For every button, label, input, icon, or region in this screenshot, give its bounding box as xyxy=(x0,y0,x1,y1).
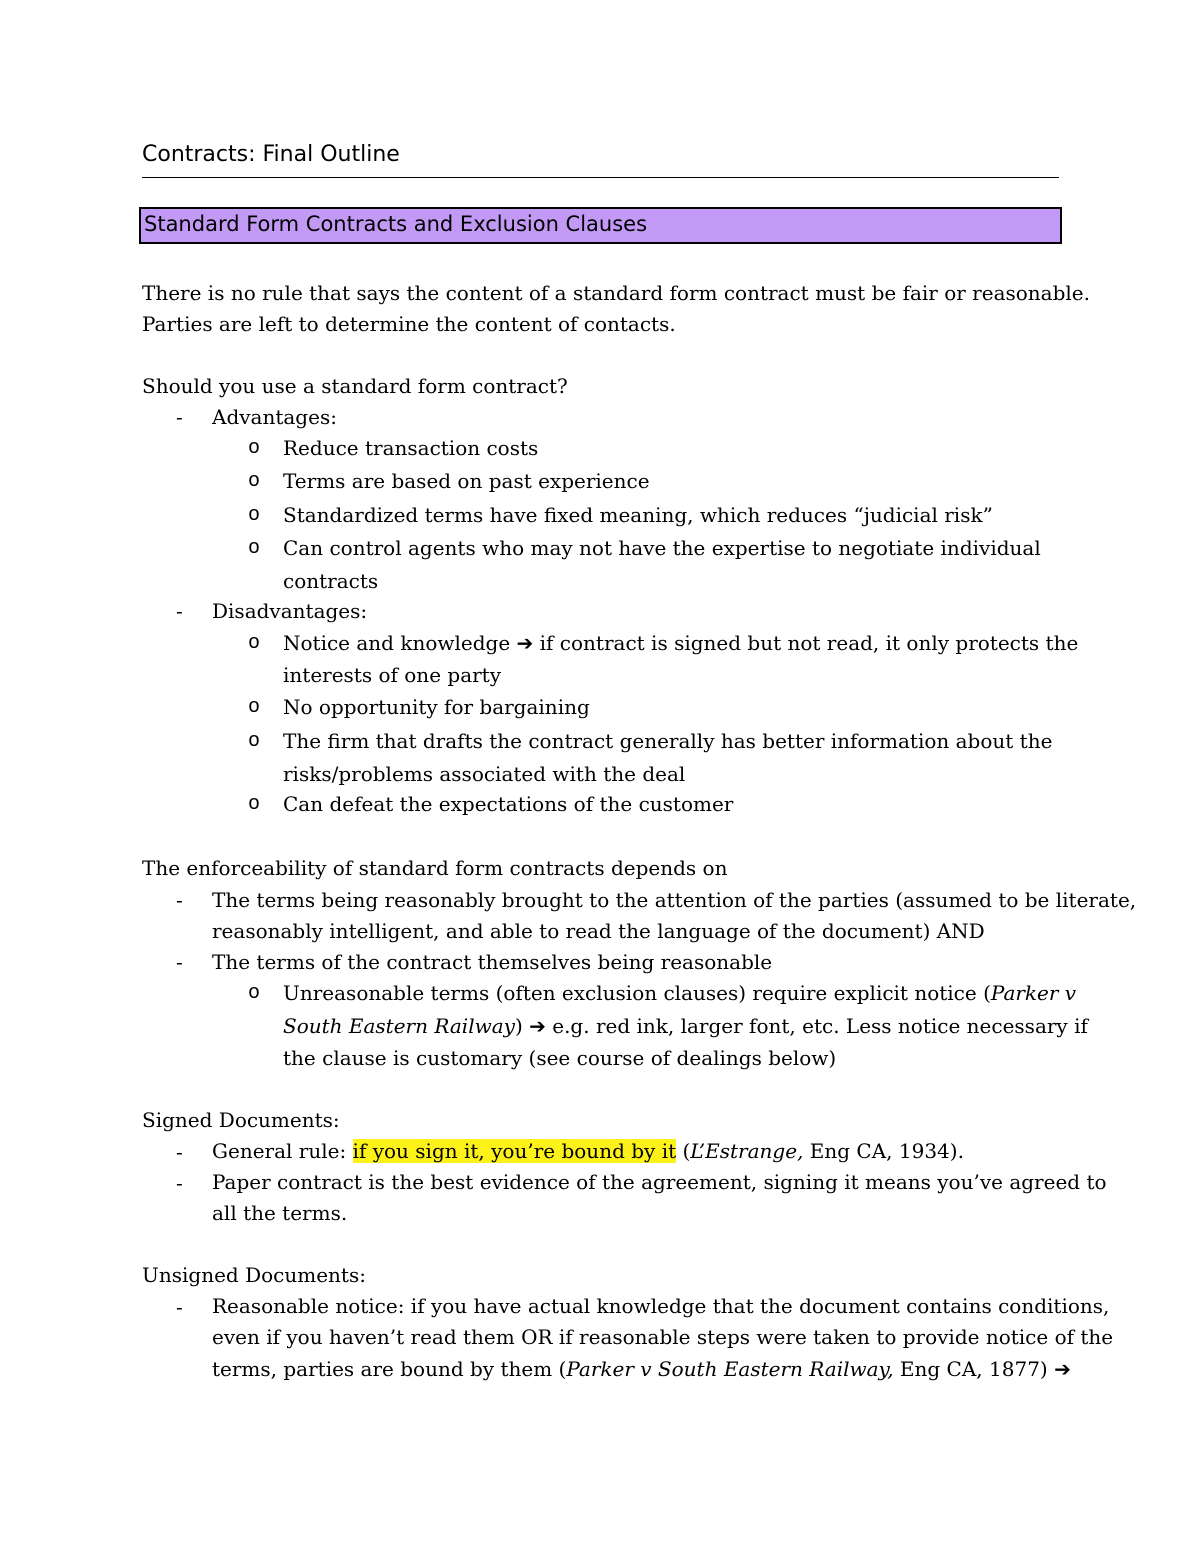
signed-item-cont: all the terms. xyxy=(212,1201,348,1225)
section-heading: Standard Form Contracts and Exclusion Clauses xyxy=(144,212,648,236)
disadvantage-item: No opportunity for bargaining xyxy=(283,695,590,719)
advantage-item: Can control agents who may not have the expertise to negotiate individual xyxy=(283,536,1041,560)
circle-bullet: o xyxy=(248,437,261,460)
disadvantages-label: Disadvantages: xyxy=(212,599,368,623)
signed-text: ( xyxy=(676,1139,691,1163)
unsigned-text: Eng CA, 1877) xyxy=(893,1357,1055,1381)
dash-bullet: - xyxy=(176,1171,183,1195)
enforceability-subitem-cont: the clause is customary (see course of dealings below) xyxy=(283,1046,837,1070)
disadvantage-text: Notice and knowledge xyxy=(283,631,517,655)
circle-bullet: o xyxy=(248,982,261,1005)
advantage-item-cont: contracts xyxy=(283,569,379,593)
signed-item xyxy=(212,1141,964,1161)
signed-heading: Signed Documents: xyxy=(142,1108,340,1132)
dash-bullet: - xyxy=(176,1295,183,1319)
title-underline xyxy=(142,177,1059,178)
right-arrow-icon: ➔ xyxy=(529,1014,546,1038)
signed-item: Paper contract is the best evidence of the agreement, signing it means you’ve agreed to xyxy=(212,1170,1107,1194)
advantage-item: Standardized terms have fixed meaning, which reduces “judicial risk” xyxy=(283,503,993,527)
dash-bullet: - xyxy=(176,1140,183,1164)
dash-bullet: - xyxy=(176,888,183,912)
circle-bullet: o xyxy=(248,537,261,560)
dash-bullet: - xyxy=(176,405,183,429)
signed-text: Eng CA, 1934). xyxy=(803,1139,964,1163)
case-name: Parker v xyxy=(990,981,1077,1005)
case-name: South Eastern Railway xyxy=(283,1014,515,1038)
highlighted-text: if you sign it, you’re bound by it xyxy=(352,1139,677,1163)
advantages-label: Advantages: xyxy=(212,405,337,429)
enforceability-item-cont: reasonably intelligent, and able to read the language of the document) AND xyxy=(212,919,985,943)
enforceability-item: The terms being reasonably brought to the attention of the parties (assumed to be literate, xyxy=(212,888,1137,912)
disadvantage-item-cont: risks/problems associated with the deal xyxy=(283,762,686,786)
circle-bullet: o xyxy=(248,696,261,719)
subitem-text: e.g. red ink, larger font, etc. Less notice necessary if xyxy=(545,1014,1088,1038)
right-arrow-icon: ➔ xyxy=(1054,1357,1071,1381)
page-title: Contracts: Final Outline xyxy=(142,142,400,167)
disadvantage-item: The firm that drafts the contract generally has better information about the xyxy=(283,729,1053,753)
disadvantage-item-cont: interests of one party xyxy=(283,663,502,687)
section-heading-box xyxy=(139,207,1062,244)
circle-bullet: o xyxy=(248,504,261,527)
unsigned-item-cont xyxy=(212,1359,1071,1379)
dash-bullet: - xyxy=(176,599,183,623)
circle-bullet: o xyxy=(248,632,261,655)
circle-bullet: o xyxy=(248,793,261,816)
case-name: Parker v South Eastern Railway, xyxy=(566,1357,894,1381)
intro-line-1: There is no rule that says the content of a standard form contract must be fair or reasonable. xyxy=(142,281,1090,305)
subitem-text: Unreasonable terms (often exclusion clauses) require explicit notice ( xyxy=(283,981,991,1005)
disadvantage-text: if contract is signed but not read, it only protects the xyxy=(533,631,1079,655)
enforceability-heading: The enforceability of standard form contracts depends on xyxy=(142,856,728,880)
advantage-item: Reduce transaction costs xyxy=(283,436,539,460)
intro-line-2: Parties are left to determine the content of contacts. xyxy=(142,312,676,336)
dash-bullet: - xyxy=(176,950,183,974)
subitem-text: ) xyxy=(514,1014,530,1038)
right-arrow-icon: ➔ xyxy=(516,631,534,655)
question-heading: Should you use a standard form contract? xyxy=(142,374,568,398)
circle-bullet: o xyxy=(248,730,261,753)
advantage-item: Terms are based on past experience xyxy=(283,469,650,493)
unsigned-item: Reasonable notice: if you have actual knowledge that the document contains conditions, xyxy=(212,1294,1110,1318)
disadvantage-item: Can defeat the expectations of the customer xyxy=(283,792,734,816)
case-name: L’Estrange, xyxy=(690,1139,804,1163)
unsigned-text: terms, parties are bound by them ( xyxy=(212,1357,567,1381)
circle-bullet: o xyxy=(248,470,261,493)
signed-text: General rule: xyxy=(212,1139,353,1163)
unsigned-heading: Unsigned Documents: xyxy=(142,1263,366,1287)
enforceability-item: The terms of the contract themselves being reasonable xyxy=(212,950,773,974)
enforceability-subitem xyxy=(283,983,1076,1003)
enforceability-subitem-cont xyxy=(283,1016,1088,1036)
unsigned-item-cont: even if you haven’t read them OR if reasonable steps were taken to provide notice of the xyxy=(212,1325,1114,1349)
disadvantage-item xyxy=(283,633,1078,653)
